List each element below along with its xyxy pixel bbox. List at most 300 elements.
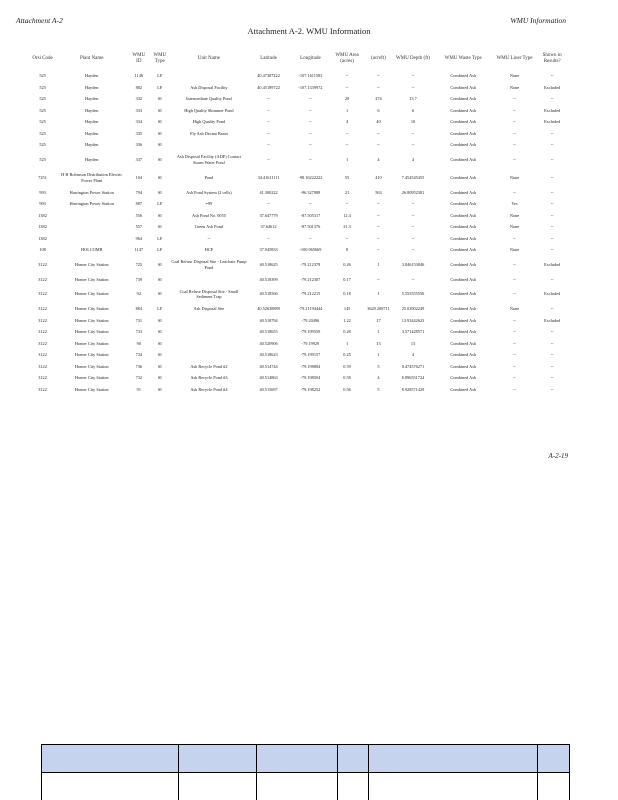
table-cell: 1382 <box>38 224 47 230</box>
table-cell: Combined Ash <box>450 329 477 335</box>
table-cell: -- <box>345 235 349 241</box>
table-cell: 26.80952381 <box>401 189 425 195</box>
table-cell: Homer City Station <box>74 329 109 335</box>
table-cell: 732 <box>135 375 143 381</box>
table-cell: 40.514863 <box>259 375 278 381</box>
table-cell: -- <box>411 276 415 282</box>
table-cell: 525 <box>39 142 46 148</box>
table-cell: 334 <box>135 119 143 125</box>
table-cell: 725 <box>135 261 143 267</box>
table-cell: Hayden <box>85 96 99 102</box>
table-cell: Combined Ash <box>450 317 477 323</box>
table-cell: SI <box>157 352 162 358</box>
table-cell: 410 <box>375 174 382 180</box>
col-header: WMU Waste Type <box>444 55 482 61</box>
table-cell: Combined Ash <box>450 96 477 102</box>
table-cell: SI <box>157 107 162 113</box>
table-cell: 13.93442623 <box>401 317 425 323</box>
table-cell: Combined Ash <box>450 235 477 241</box>
table-cell <box>55 221 128 233</box>
table-cell: 335 <box>135 130 143 136</box>
table-cell: Combined Ash <box>450 340 477 346</box>
table-cell: 332 <box>135 96 143 102</box>
table-cell: SI <box>157 291 162 297</box>
table-cell: 1147 <box>134 247 144 253</box>
table-cell: 0.17 <box>343 276 351 282</box>
table-cell: Combined Ash <box>450 174 477 180</box>
page-title: Attachment A-2. WMU Information <box>247 26 371 36</box>
table-cell: SI <box>157 340 162 346</box>
col-header: (acreft) <box>371 55 386 61</box>
table-cell: LF <box>157 84 163 90</box>
table-cell: Excluded <box>544 317 561 323</box>
table-cell: Combined Ash <box>450 291 477 297</box>
header-left: Attachment A-2 <box>16 16 63 25</box>
col-header: WMU Liner Type <box>496 55 533 61</box>
col-header: WMU Depth (ft) <box>396 55 430 61</box>
col-header: Plant Name <box>80 55 104 61</box>
table-cell: 3.571428571 <box>401 329 425 335</box>
table-cell: -- <box>513 352 516 358</box>
table-cell: -- <box>308 119 312 125</box>
table-cell: 3122 <box>38 375 47 381</box>
table-cell: SI <box>157 317 162 323</box>
wmu-table <box>30 48 570 395</box>
table-cell: 736 <box>135 363 143 369</box>
table-cell: -87.505317 <box>300 212 321 218</box>
table-cell: 525 <box>39 119 46 125</box>
table-cell: -- <box>411 130 415 136</box>
table-row <box>30 70 570 82</box>
table-cell: -- <box>513 142 516 148</box>
table-cell: None <box>509 84 520 90</box>
table-cell: 5.555555556 <box>401 291 425 297</box>
table-cell: -- <box>550 212 554 218</box>
table-row <box>30 233 570 245</box>
table-cell: 5 <box>377 363 380 369</box>
page-number: A-2-19 <box>548 452 568 460</box>
table-cell: Combined Ash <box>450 306 477 312</box>
table-cell: -- <box>411 201 415 207</box>
table-cell: -- <box>308 96 312 102</box>
table-cell: SI <box>157 119 162 125</box>
table-cell: 556 <box>135 212 143 218</box>
table-cell: 34.41611111 <box>257 174 280 180</box>
table-cell: Pond <box>204 174 214 180</box>
table-cell: 0.18 <box>343 291 351 297</box>
table-cell: -- <box>513 107 516 113</box>
table-cell: 4 <box>377 156 380 162</box>
table-cell: Excluded <box>544 84 561 90</box>
table-cell: -- <box>550 201 554 207</box>
table-cell: 40.518399 <box>259 276 278 282</box>
table-cell: -107.1339972 <box>298 84 323 90</box>
table-cell: 37.647779 <box>259 212 278 218</box>
table-cell: Combined Ash <box>450 224 477 230</box>
table-cell: 1 <box>377 261 380 267</box>
table-cell: 3629.208711 <box>367 306 390 312</box>
table-cell: 37.945833 <box>259 247 278 253</box>
table-cell: 6 <box>411 107 415 113</box>
col-header: Unit Name <box>197 55 220 61</box>
table-cell: Combined Ash <box>450 156 477 162</box>
table-cell: -- <box>377 235 380 241</box>
table-cell: -- <box>513 317 516 323</box>
table-cell: -- <box>550 306 554 312</box>
table-row <box>30 338 570 350</box>
table-cell: Coal Refuse Disposal Site - Leachate Pump Pond <box>171 259 247 270</box>
table-cell: -- <box>308 107 312 113</box>
table-cell: 40.52638889 <box>257 306 280 312</box>
table-cell: LF <box>157 306 163 312</box>
table-cell: Fly Ash Decant Basin <box>190 130 228 136</box>
table-cell: Combined Ash <box>450 201 477 207</box>
table-cell: -- <box>267 119 270 125</box>
table-cell: 40.520906 <box>259 340 278 346</box>
table-cell: -- <box>345 73 349 79</box>
table-cell: -- <box>267 142 270 148</box>
table-cell: 40 <box>376 119 381 125</box>
table-cell: 40.518625 <box>259 261 278 267</box>
table-cell: -79.198504 <box>300 375 321 381</box>
table-cell: 3122 <box>38 329 47 335</box>
table-cell: SI <box>157 212 162 218</box>
table-cell: Excluded <box>544 291 561 297</box>
table-cell: -79.198884 <box>300 363 321 369</box>
table-cell: -- <box>345 130 349 136</box>
table-cell: -- <box>308 142 312 148</box>
table-cell: -98.16222222 <box>298 174 323 180</box>
table-cell: Hayden <box>85 142 99 148</box>
table-cell: 20 <box>344 96 350 102</box>
table-row <box>30 326 570 338</box>
table-cell: Combined Ash <box>450 142 477 148</box>
table-row <box>30 187 570 199</box>
table-cell: -- <box>550 156 554 162</box>
table-cell: 40.47387222 <box>257 73 280 79</box>
table-cell: 1 <box>377 329 380 335</box>
table-cell: Combined Ash <box>450 247 477 253</box>
table-cell <box>55 210 128 222</box>
table-cell: -- <box>550 130 554 136</box>
table-cell: -79.199157 <box>300 352 321 358</box>
table-cell: 3122 <box>38 317 47 323</box>
table-cell: -- <box>411 247 415 253</box>
table-cell: -- <box>513 329 516 335</box>
table-row <box>30 221 570 233</box>
table-cell: None <box>509 306 520 312</box>
table-cell: Homer City Station <box>74 276 109 282</box>
col-header: Shown in Results? <box>542 52 562 64</box>
table-cell: -- <box>411 212 415 218</box>
table-cell: -- <box>550 174 554 180</box>
table-row <box>30 256 570 274</box>
table-row <box>30 151 570 169</box>
footer-divider <box>256 745 257 800</box>
col-header: Latitude <box>260 55 277 61</box>
table-cell: -- <box>513 119 516 125</box>
table-body <box>30 70 570 395</box>
table-cell: Ash Recycle Pond #4 <box>190 386 228 392</box>
table-cell: Homer City Station <box>74 375 109 381</box>
header-right: WMU Information <box>510 16 566 25</box>
table-cell: -- <box>267 130 270 136</box>
table-cell: SI <box>157 261 162 267</box>
table-cell: 1 <box>345 340 349 346</box>
table-cell: 8.928571429 <box>401 386 425 392</box>
table-cell: 1 <box>345 107 349 113</box>
col-header: WMU ID <box>132 52 146 64</box>
table-row <box>30 285 570 303</box>
table-cell: 884 <box>135 306 143 312</box>
table-cell: 525 <box>39 84 46 90</box>
table-cell: -- <box>377 73 380 79</box>
table-cell: -- <box>377 247 380 253</box>
table-cell: 40.514744 <box>259 363 278 369</box>
table-cell: SI <box>157 142 162 148</box>
table-cell: -- <box>377 130 380 136</box>
table-cell: 8.474576271 <box>401 363 425 369</box>
table-cell: Combined Ash <box>450 261 477 267</box>
table-cell: SI <box>157 156 162 162</box>
table-cell: -- <box>513 386 516 392</box>
table-cell: Hayden <box>85 107 99 113</box>
table-cell: Ash Disposal Facility <box>190 84 228 90</box>
table-cell: 1 <box>345 156 349 162</box>
table-cell: -- <box>411 235 415 241</box>
table-cell: 731 <box>135 317 143 323</box>
table-cell: -- <box>513 276 516 282</box>
table-cell: HOLCOMB <box>80 247 103 253</box>
footer-divider <box>368 745 369 800</box>
table-row <box>30 210 570 222</box>
table-cell: -107.1611583 <box>298 73 323 79</box>
table-cell: -- <box>550 189 554 195</box>
table-cell: 41.300222 <box>259 189 278 195</box>
table-cell: -- <box>267 235 270 241</box>
table-cell: -- <box>267 96 270 102</box>
table-cell: Homer City Station <box>74 317 109 323</box>
table-cell: =99 <box>205 201 213 207</box>
table-cell: -96.327988 <box>300 189 321 195</box>
table-cell: SI <box>157 276 162 282</box>
table-cell: -- <box>377 201 380 207</box>
table-cell: -79.212307 <box>300 276 321 282</box>
table-cell: SI <box>157 329 162 335</box>
table-cell: SI <box>157 224 162 230</box>
table-cell: 557 <box>135 224 143 230</box>
col-header: Orsi Code <box>32 55 53 61</box>
table-cell: 91 <box>136 386 141 392</box>
table-cell: Combined Ash <box>450 130 477 136</box>
table-cell: Combined Ash <box>450 212 477 218</box>
table-cell: Combined Ash <box>450 352 477 358</box>
table-cell: -- <box>308 201 312 207</box>
table-cell: Combined Ash <box>450 276 477 282</box>
table-cell: 964 <box>135 235 143 241</box>
table-cell: Hayden <box>85 156 99 162</box>
table-cell: Hayden <box>85 119 99 125</box>
table-cell: 0.58 <box>343 375 351 381</box>
table-cell: Ash Pond System (2 cells) <box>186 189 232 195</box>
table-cell: Combined Ash <box>450 189 477 195</box>
table-cell: Combined Ash <box>450 119 477 125</box>
table-cell: 3.846153846 <box>401 261 425 267</box>
table-cell <box>55 233 128 245</box>
table-cell: -- <box>550 96 554 102</box>
table-cell: Homer City Station <box>74 291 109 297</box>
table-cell: 0.28 <box>343 329 351 335</box>
table-cell: -- <box>513 189 516 195</box>
table-cell: 17 <box>376 317 381 323</box>
table-cell: 1 <box>377 352 380 358</box>
table-cell: 21 <box>344 189 350 195</box>
table-cell: Combined Ash <box>450 84 477 90</box>
table-cell: -- <box>513 156 516 162</box>
table-cell: Hayden <box>85 84 99 90</box>
table-cell: -79.20496 <box>301 317 320 323</box>
table-cell: -- <box>267 201 270 207</box>
table-row <box>30 139 570 151</box>
table-cell: Homer City Station <box>74 363 109 369</box>
table-cell: 525 <box>39 73 46 79</box>
table-cell: 0.56 <box>343 386 351 392</box>
table-cell: Homer City Station <box>74 306 109 312</box>
table-cell: 4 <box>345 119 349 125</box>
table-cell: -100.965669 <box>299 247 322 253</box>
table-cell: Combined Ash <box>450 363 477 369</box>
table-cell: -- <box>513 96 516 102</box>
table-cell: -79.21194444 <box>298 306 323 312</box>
table-cell: 733 <box>135 329 143 335</box>
table-cell: 563 <box>375 189 382 195</box>
table-cell: Hayden <box>85 130 99 136</box>
table-cell: 10 <box>410 119 416 125</box>
table-cell: -- <box>377 224 380 230</box>
table-cell: H H Robinson Distribution Electric Power Plant <box>61 172 123 183</box>
table-cell: -- <box>550 340 554 346</box>
table-cell: Excluded <box>544 107 561 113</box>
table-cell: SI <box>157 174 162 180</box>
table-cell: 336 <box>135 142 143 148</box>
footer-divider <box>537 745 538 800</box>
table-cell: 1146 <box>134 73 144 79</box>
table-cell: High Quality Pond <box>192 119 226 125</box>
table-cell: 1.22 <box>343 317 351 323</box>
table-cell: -79.212378 <box>300 261 321 267</box>
table-cell: Combined Ash <box>450 386 477 392</box>
table-cell: 525 <box>39 156 46 162</box>
table-cell: SI <box>157 189 162 195</box>
table-cell: 40.515697 <box>259 386 278 392</box>
table-cell: None <box>509 224 520 230</box>
table-cell: Ash Recycle Pond #2 <box>190 363 228 369</box>
table-cell: -- <box>345 201 349 207</box>
table-cell: 525 <box>39 130 46 136</box>
table-cell: -79.212215 <box>300 291 321 297</box>
table-cell: Harrington Power Station <box>69 189 114 195</box>
table-cell: 1382 <box>38 212 47 218</box>
table-cell: 0.25 <box>343 352 351 358</box>
table-cell: Coal Refuse Disposal Site - Small Sediment Trap <box>179 288 239 299</box>
table-cell: Ash Disposal Facility (ADF) Contact Storm Water Pond <box>176 154 242 165</box>
table-cell: 25.02902249 <box>401 306 425 312</box>
table-cell <box>170 315 247 327</box>
table-cell: -- <box>513 340 516 346</box>
table-cell: HCF <box>204 247 214 253</box>
table-cell: 8 <box>345 247 349 253</box>
table-cell: 0.26 <box>343 261 351 267</box>
table-cell: SI <box>157 375 162 381</box>
table-cell: LF <box>157 201 163 207</box>
table-cell: Excluded <box>544 119 561 125</box>
table-cell: -- <box>550 352 554 358</box>
table-cell: SI <box>157 130 162 136</box>
table-cell: -- <box>550 386 554 392</box>
table-cell: -- <box>377 276 380 282</box>
table-cell: -79.19929 <box>301 340 320 346</box>
table-row <box>30 93 570 105</box>
table-cell: Homer City Station <box>74 386 109 392</box>
table-row <box>30 349 570 361</box>
table-row <box>30 169 570 187</box>
table-row <box>30 372 570 384</box>
table-cell: -- <box>550 276 554 282</box>
table-cell: -- <box>411 73 415 79</box>
table-cell: None <box>509 212 520 218</box>
table-cell: LF <box>157 247 163 253</box>
table-cell: -- <box>550 375 554 381</box>
table-cell: High Quality Skimmer Pond <box>184 107 234 113</box>
table-cell: -- <box>377 84 380 90</box>
table-cell: 734 <box>135 352 143 358</box>
table-row <box>30 274 570 286</box>
table-cell: -- <box>550 224 554 230</box>
table-cell: 3122 <box>38 306 47 312</box>
table-cell: 887 <box>135 201 143 207</box>
table-cell: 13 <box>376 340 381 346</box>
table-cell: 274 <box>375 96 382 102</box>
table-cell: -- <box>308 130 312 136</box>
table-cell: Ash Pond No. 0055 <box>191 212 226 218</box>
table-cell: Intermediate Quality Pond <box>186 96 232 102</box>
table-cell: 12.4 <box>343 212 351 218</box>
table-cell: 525 <box>39 96 46 102</box>
table-cell: 145 <box>343 306 351 312</box>
table-cell: -- <box>377 142 380 148</box>
table-cell: -- <box>377 212 380 218</box>
table-row <box>30 82 570 94</box>
table-cell: -- <box>513 130 516 136</box>
footer-divider <box>337 745 338 800</box>
table-cell: 525 <box>39 107 46 113</box>
table-cell: Homer City Station <box>74 340 109 346</box>
col-header: WMU Area (acres) <box>335 52 359 64</box>
table-cell: 794 <box>135 189 143 195</box>
table-cell: 108 <box>39 247 46 253</box>
table-cell: SI <box>157 363 162 369</box>
table-cell: 882 <box>135 84 143 90</box>
table-cell: Green Ash Pond <box>194 224 223 230</box>
table-cell: 333 <box>135 107 143 113</box>
table-row <box>30 315 570 327</box>
table-cell: 104 <box>135 174 143 180</box>
table-cell: 6.896551724 <box>401 375 425 381</box>
table-cell: -- <box>550 73 554 79</box>
table-cell: None <box>509 174 520 180</box>
table-cell: 337 <box>135 156 143 162</box>
table-row <box>30 128 570 140</box>
